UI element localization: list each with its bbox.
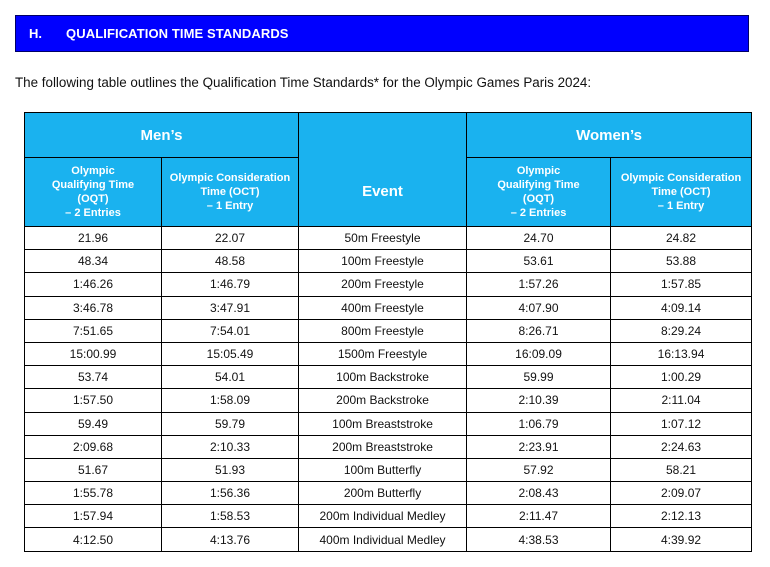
event-cell: 100m Backstroke xyxy=(299,366,467,389)
men-oct-cell: 2:10.33 xyxy=(162,435,299,458)
women-oqt-cell: 53.61 xyxy=(467,250,611,273)
table-row xyxy=(25,319,752,342)
women-oct-cell: 2:12.13 xyxy=(611,505,752,528)
women-oct-cell: 4:09.14 xyxy=(611,296,752,319)
section-title: QUALIFICATION TIME STANDARDS xyxy=(66,26,289,41)
event-cell: 1500m Freestyle xyxy=(299,342,467,365)
header-line: (OQT) xyxy=(522,193,555,205)
women-oqt-cell: 2:23.91 xyxy=(467,435,611,458)
men-oqt-cell: 21.96 xyxy=(25,227,162,250)
event-cell: 200m Freestyle xyxy=(299,273,467,296)
men-oct-cell: 54.01 xyxy=(162,366,299,389)
women-oct-cell: 2:11.04 xyxy=(611,389,752,412)
header-line: Time (OCT) xyxy=(200,186,260,198)
men-oqt-cell: 53.74 xyxy=(25,366,162,389)
women-oqt-cell: 57.92 xyxy=(467,458,611,481)
header-line: – 1 Entry xyxy=(206,200,254,212)
event-cell: 50m Freestyle xyxy=(299,227,467,250)
women-oct-cell: 8:29.24 xyxy=(611,319,752,342)
men-oct-cell: 48.58 xyxy=(162,250,299,273)
header-line: – 1 Entry xyxy=(657,200,705,212)
event-cell: 200m Butterfly xyxy=(299,482,467,505)
event-cell: 100m Freestyle xyxy=(299,250,467,273)
men-oqt-cell: 1:46.26 xyxy=(25,273,162,296)
event-cell: 100m Breaststroke xyxy=(299,412,467,435)
table-row xyxy=(25,505,752,528)
men-oqt-cell: 1:57.94 xyxy=(25,505,162,528)
section-header-banner xyxy=(15,15,749,52)
event-cell: 200m Backstroke xyxy=(299,389,467,412)
column-header-row xyxy=(25,158,752,227)
women-oct-cell: 1:07.12 xyxy=(611,412,752,435)
men-oqt-cell: 48.34 xyxy=(25,250,162,273)
men-oct-cell: 1:58.53 xyxy=(162,505,299,528)
table-row xyxy=(25,482,752,505)
women-oqt-cell: 1:57.26 xyxy=(467,273,611,296)
event-cell: 200m Breaststroke xyxy=(299,435,467,458)
women-oct-cell: 16:13.94 xyxy=(611,342,752,365)
women-oct-header xyxy=(611,158,752,227)
men-oqt-cell: 15:00.99 xyxy=(25,342,162,365)
event-cell: 400m Freestyle xyxy=(299,296,467,319)
men-oct-cell: 7:54.01 xyxy=(162,319,299,342)
women-oct-cell: 1:00.29 xyxy=(611,366,752,389)
header-line: Olympic Consideration xyxy=(169,172,291,184)
women-group-header: Women’s xyxy=(467,113,752,158)
table-row xyxy=(25,366,752,389)
men-group-header: Men’s xyxy=(25,113,299,158)
women-oct-cell: 24.82 xyxy=(611,227,752,250)
men-oqt-cell: 7:51.65 xyxy=(25,319,162,342)
event-group-header-blank xyxy=(299,113,467,158)
women-oqt-cell: 1:06.79 xyxy=(467,412,611,435)
group-header-row xyxy=(25,113,752,158)
men-oct-cell: 4:13.76 xyxy=(162,528,299,551)
men-oqt-cell: 1:55.78 xyxy=(25,482,162,505)
header-line: – 2 Entries xyxy=(65,207,121,219)
intro-paragraph: The following table outlines the Qualification Time Standards* for the Olympic Games Paris 2024: xyxy=(15,75,592,90)
men-oct-header xyxy=(162,158,299,227)
men-oct-cell: 59.79 xyxy=(162,412,299,435)
event-cell: 100m Butterfly xyxy=(299,458,467,481)
women-oct-cell: 53.88 xyxy=(611,250,752,273)
women-oqt-cell: 4:07.90 xyxy=(467,296,611,319)
men-oqt-cell: 4:12.50 xyxy=(25,528,162,551)
table-row xyxy=(25,273,752,296)
header-line: Olympic xyxy=(516,165,561,177)
header-line: – 2 Entries xyxy=(510,207,567,219)
women-oqt-cell: 2:10.39 xyxy=(467,389,611,412)
women-oqt-header xyxy=(467,158,611,227)
table-row xyxy=(25,389,752,412)
table-row xyxy=(25,458,752,481)
table-row xyxy=(25,435,752,458)
table-row xyxy=(25,227,752,250)
event-header: Event xyxy=(299,158,467,227)
event-cell: 800m Freestyle xyxy=(299,319,467,342)
women-oqt-cell: 16:09.09 xyxy=(467,342,611,365)
men-oct-cell: 15:05.49 xyxy=(162,342,299,365)
men-oqt-header xyxy=(25,158,162,227)
women-oct-cell: 2:24.63 xyxy=(611,435,752,458)
women-oct-cell: 2:09.07 xyxy=(611,482,752,505)
table-row xyxy=(25,412,752,435)
event-cell: 200m Individual Medley xyxy=(299,505,467,528)
table-row xyxy=(25,250,752,273)
table-row xyxy=(25,342,752,365)
table-row xyxy=(25,528,752,551)
header-line: Qualifying Time xyxy=(51,179,135,191)
men-oct-cell: 1:56.36 xyxy=(162,482,299,505)
header-line: Qualifying Time xyxy=(497,179,580,191)
men-oct-cell: 22.07 xyxy=(162,227,299,250)
men-oqt-cell: 3:46.78 xyxy=(25,296,162,319)
header-line: (OQT) xyxy=(77,193,109,205)
men-oqt-cell: 51.67 xyxy=(25,458,162,481)
qualification-times-table xyxy=(24,112,752,552)
women-oct-cell: 1:57.85 xyxy=(611,273,752,296)
qualification-table-container xyxy=(24,112,752,552)
women-oct-cell: 58.21 xyxy=(611,458,752,481)
men-oqt-cell: 2:09.68 xyxy=(25,435,162,458)
women-oqt-cell: 24.70 xyxy=(467,227,611,250)
event-cell: 400m Individual Medley xyxy=(299,528,467,551)
men-oct-cell: 51.93 xyxy=(162,458,299,481)
men-oct-cell: 3:47.91 xyxy=(162,296,299,319)
header-line: Olympic Consideration xyxy=(620,172,742,184)
section-letter: H. xyxy=(29,26,42,41)
men-oqt-cell: 1:57.50 xyxy=(25,389,162,412)
women-oqt-cell: 4:38.53 xyxy=(467,528,611,551)
men-oct-cell: 1:46.79 xyxy=(162,273,299,296)
men-oqt-cell: 59.49 xyxy=(25,412,162,435)
women-oqt-cell: 8:26.71 xyxy=(467,319,611,342)
women-oct-cell: 4:39.92 xyxy=(611,528,752,551)
women-oqt-cell: 2:08.43 xyxy=(467,482,611,505)
women-oqt-cell: 2:11.47 xyxy=(467,505,611,528)
men-oct-cell: 1:58.09 xyxy=(162,389,299,412)
header-line: Olympic xyxy=(71,165,115,177)
header-line: Time (OCT) xyxy=(651,186,711,198)
table-row xyxy=(25,296,752,319)
women-oqt-cell: 59.99 xyxy=(467,366,611,389)
